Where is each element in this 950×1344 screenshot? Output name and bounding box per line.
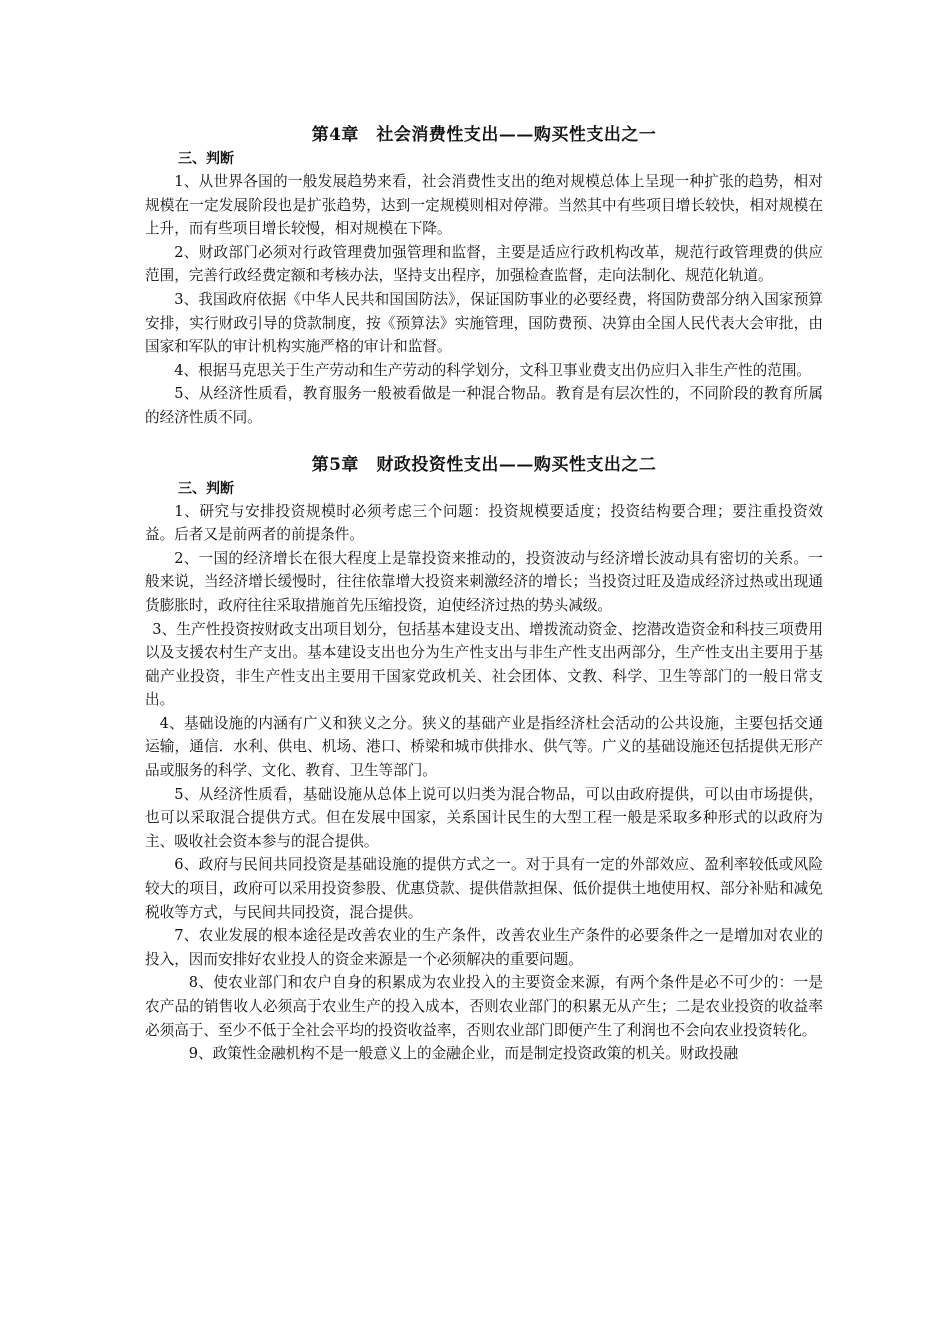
- chapter-5-item-8: 8、使农业部门和农户自身的积累成为农业投入的主要资金来源，有两个条件是必不可少的：一是农产品的销售收人必须高于农业生产的投入成本，否则农业部门的积累无从产生；二是农业投资的收益率必须高于、至少不低于全社会平均的投资收益率，否则农业部门即便产生了利润也不会向农业投资转化。: [145, 974, 823, 1039]
- chapter-5-item-1: 1、研究与安排投资规模时必须考虑三个问题：投资规模要适度；投资结构要合理；要注重投资效益。后者又是前两者的前提条件。: [145, 502, 823, 544]
- chapter-5-item-7: 7、农业发展的根本途径是改善农业的生产条件，改善农业生产条件的必要条件之一是增加对农业的投入，因而安排好农业投人的资金来源是一个必须解决的重要问题。: [145, 927, 823, 968]
- chapter-4-item-3: 3、我国政府依据《中华人民共和国国防法》，保证国防事业的必要经费，将国防费部分纳入国家预算安排，实行财政引导的贷款制度，按《预算法》实施管理，国防费预、决算由全国人民代表大会审批，由国家和军队的审计机构实施严格的审计和监督。: [145, 290, 823, 356]
- chapter-5-section-label: 三、判断: [178, 480, 234, 497]
- chapter-5-item-6: 6、政府与民间共同投资是基础设施的提供方式之一。对于具有一定的外部效应、盈利率较低或风险较大的项目，政府可以采用投资参股、优惠贷款、提供借款担保、低价提供土地使用权、部分补贴和减免税收等方式，与民间共同投资，混合提供。: [145, 856, 823, 921]
- chapter-4-item-5: 5、从经济性质看，教育服务一般被看做是一种混合物品。教育是有层次性的，不同阶段的教育所属的经济性质不同。: [145, 385, 823, 426]
- chapter-4-item-4: 4、根据马克思关于生产劳动和生产劳动的科学划分，文科卫事业费支出仍应归入非生产性的范围。: [174, 361, 812, 379]
- chapter-4-item-1: 1、从世界各国的一般发展趋势来看，社会消费性支出的绝对规模总体上呈现一种扩张的趋势，相对规模在一定发展阶段也是扩张趋势，达到一定规模则相对停滞。当然其中有些项目增长较快，相对规模在上升，而有些项目增长较慢，相对规模在下降。: [145, 173, 823, 238]
- chapter-4-item-2: 2、财政部门必须对行政管理费加强管理和监督，主要是适应行政机构改革，规范行政管理费的供应范围，完善行政经费定额和考核办法，坚持支出程序，加强检查监督，走向法制化、规范化轨道。: [145, 243, 823, 285]
- chapter-4-section-label: 三、判断: [178, 151, 234, 167]
- chapter-gap: [145, 430, 823, 452]
- document-page: [145, 122, 823, 1066]
- chapter-5-item-5: 5、从经济性质看，基础设施从总体上说可以归类为混合物品，可以由政府提供，可以由市场提供，也可以采取混合提供方式。但在发展中国家，关系国计民生的大型工程一般是采取多种形式的以政府为主、吸收社会资本参与的混合提供。: [145, 785, 823, 850]
- chapter-5-item-3: 3、生产性投资按财政支出项目划分，包括基本建设支出、增拨流动资金、挖潜改造资金和科技三项费用以及支援农村生产支出。基本建设支出也分为生产性支出与非生产性支出两部分，生产性支出主要用于基础产业投资，非生产性支出主要用干国家党政机关、社会团体、文教、科学、卫生等部门的一般日常支出。: [145, 620, 823, 709]
- chapter-5-item-4: 4、基础设施的内涵有广义和狭义之分。狭义的基础产业是指经济杜会活动的公共设施，主要包括交通运输，通信．水利、供电、机场、港口、桥梁和城市供排水、供气等。广义的基础设施还包括提供无形产品或服务的科学、文化、教育、卫生等部门。: [145, 714, 823, 780]
- chapter-5-item-2: 2、一国的经济增长在很大程度上是靠投资来推动的，投资波动与经济增长波动具有密切的关系。一般来说，当经济增长缓慢时，往往依靠增大投资来刺激经济的增长；当投资过旺及造成经济过热或出现通货膨胀时，政府往往采取措施首先压缩投资，迫使经济过热的势头减级。: [145, 549, 823, 614]
- chapter-4-title: 第4章 社会消费性支出——购买性支出之一: [311, 125, 657, 145]
- chapter-5-title: 第5章 财政投资性支出——购买性支出之二: [311, 454, 657, 475]
- chapter-5-item-9: 9、政策性金融机构不是一般意义上的金融企业，而是制定投资政策的机关。财政投融: [188, 1045, 739, 1063]
